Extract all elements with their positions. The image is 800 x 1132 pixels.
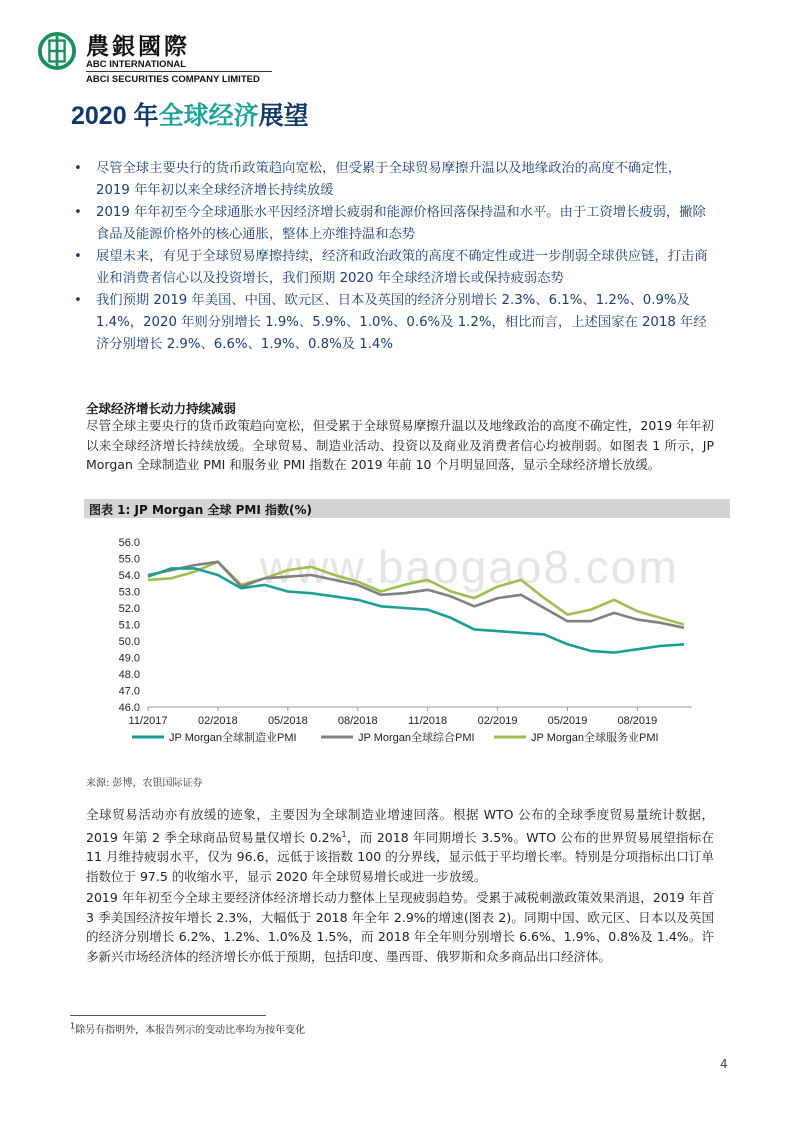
x-tick-label: 02/2018 (198, 715, 238, 727)
key-point: • 我们预期 2019 年美国、中国、欧元区、日本及英国的经济分别增长 2.3%、6.1%、1.2%、0.9%及 1.4%，2020 年则分别增长 1.9%、5.9%、1.0%、0.6%及 1.2%，相比而言，上述国家在 2018 年经济分别增长 2.9%、6.6%、1.9%、0.8%及 1.4% (74, 290, 714, 356)
section-paragraph-2: 全球贸易活动亦有放缓的迹象，主要因为全球制造业增速回落。根据 WTO 公布的全球季度贸易量统计数据，2019 年第 2 季全球商品贸易量仅增长 0.2%$^1$，而 2018 年同期增长 3.5%。WTO 公布的世界贸易展望指标在 11 月维持疲弱水平，仅为 96.6，远低于该指数 100 的分界线，显示低于平均增长率。特别是分项指标出口订单指数位于 97.5 的收缩水平，显示 2020 年全球贸易增长或进一步放缓。 (86, 807, 715, 884)
x-tick-label: 11/2018 (408, 715, 448, 727)
logo-divider (86, 71, 272, 72)
y-tick-label: 53.0 (118, 586, 140, 599)
logo-company-name: ABCI SECURITIES COMPANY LIMITED (86, 74, 260, 85)
figure-title: 图表 1: JP Morgan 全球 PMI 指数(%) (89, 503, 313, 517)
logo-english-name: ABC INTERNATIONAL (86, 59, 187, 70)
y-tick-label: 48.0 (118, 669, 140, 681)
logo-chinese-name: 農銀國際 (86, 33, 190, 60)
abc-logo-icon (38, 32, 76, 70)
bullet-dot-icon: • (74, 293, 82, 308)
y-tick-label: 46.0 (118, 702, 140, 714)
legend-label-composite: JP Morgan全球综合PMI (358, 732, 475, 744)
pmi-line-chart (84, 524, 730, 786)
y-tick-label: 47.0 (118, 685, 140, 698)
footnote-divider (70, 1015, 266, 1016)
section-heading: 全球经济增长动力持续减弱 (86, 401, 237, 416)
x-tick-label: 02/2019 (477, 715, 518, 727)
page-number: 4 (720, 1057, 728, 1071)
footnote: $^1$除另有指明外，本报告列示的变动比率均为按年变化 (70, 1021, 306, 1036)
x-tick-label: 05/2019 (547, 715, 588, 727)
section-paragraph-3: 2019 年年初至今全球主要经济体经济增长动力整体上呈现疲弱趋势。受累于减税刺激政策效果消退，2019 年首 3 季美国经济按年增长 2.3%，大幅低于 2018 年全年 2.9%的增速(图表 2)。同期中国、欧元区、日本以及英国的经济分别增长 6.2%、1.2%、1.0%及 1.5%，而 2018 年全年则分别增长 6.6%、1.9%、0.8%及 1.4%。许多新兴市场经济体的经济增长亦低于预期，包括印度、墨西哥、俄罗斯和众多商品出口经济体。 (86, 890, 714, 964)
legend-label-manufacturing: JP Morgan全球制造业PMI (169, 732, 297, 744)
series-line-manufacturing (148, 568, 684, 652)
watermark: www.baogao8.com (260, 541, 679, 593)
bullet-dot-icon: • (74, 249, 82, 264)
key-point: • 尽管全球主要央行的货币政策趋向宽松，但受累于全球贸易摩擦升温以及地缘政治的高度不确定性，2019 年年初以来全球经济增长持续放缓 (74, 158, 714, 202)
y-tick-label: 50.0 (118, 636, 140, 648)
bullet-dot-icon: • (74, 205, 82, 220)
bullet-dot-icon: • (74, 161, 82, 176)
key-point: • 展望未来，有见于全球贸易摩擦持续，经济和政治政策的高度不确定性或进一步削弱全球供应链，打击商业和消费者信心以及投资增长，我们预期 2020 年全球经济增长或保持疲弱态势 (74, 246, 714, 290)
title-highlight: 全球经济 (158, 102, 259, 130)
x-tick-label: 08/2018 (337, 715, 378, 727)
y-tick-label: 52.0 (118, 603, 140, 615)
figure-source: 来源: 彭博，农银国际证券 (86, 778, 203, 789)
series-line-composite (148, 562, 684, 628)
y-tick-label: 54.0 (118, 570, 140, 582)
title-prefix: 2020 年 (71, 102, 159, 130)
x-tick-label: 08/2019 (617, 715, 658, 727)
key-point: • 2019 年年初至今全球通胀水平因经济增长疲弱和能源价格回落保持温和水平。由于工资增长疲弱，撇除食品及能源价格外的核心通胀，整体上亦维持温和态势 (74, 202, 714, 246)
section-paragraph-1: 尽管全球主要央行的货币政策趋向宽松，但受累于全球贸易摩擦升温以及地缘政治的高度不确定性，2019 年年初以来全球经济增长持续放缓。全球贸易、制造业活动、投资以及商业及消费者信心均被削弱。如图表 1 所示，JP Morgan 全球制造业 PMI 和服务业 PMI 指数在 2019 年前 10 个月明显回落，显示全球经济增长放缓。 (86, 418, 714, 472)
y-tick-label: 49.0 (118, 652, 140, 665)
legend-label-services: JP Morgan全球服务业PMI (531, 732, 659, 744)
y-tick-label: 51.0 (118, 619, 140, 632)
x-tick-label: 11/2017 (128, 715, 168, 727)
y-tick-label: 55.0 (118, 553, 140, 566)
x-tick-label: 05/2018 (267, 715, 308, 727)
key-points-list (74, 158, 714, 356)
y-tick-label: 56.0 (118, 537, 140, 549)
footnote-ref: 1 (341, 829, 347, 839)
page-title (71, 96, 309, 132)
title-suffix: 展望 (258, 102, 309, 130)
